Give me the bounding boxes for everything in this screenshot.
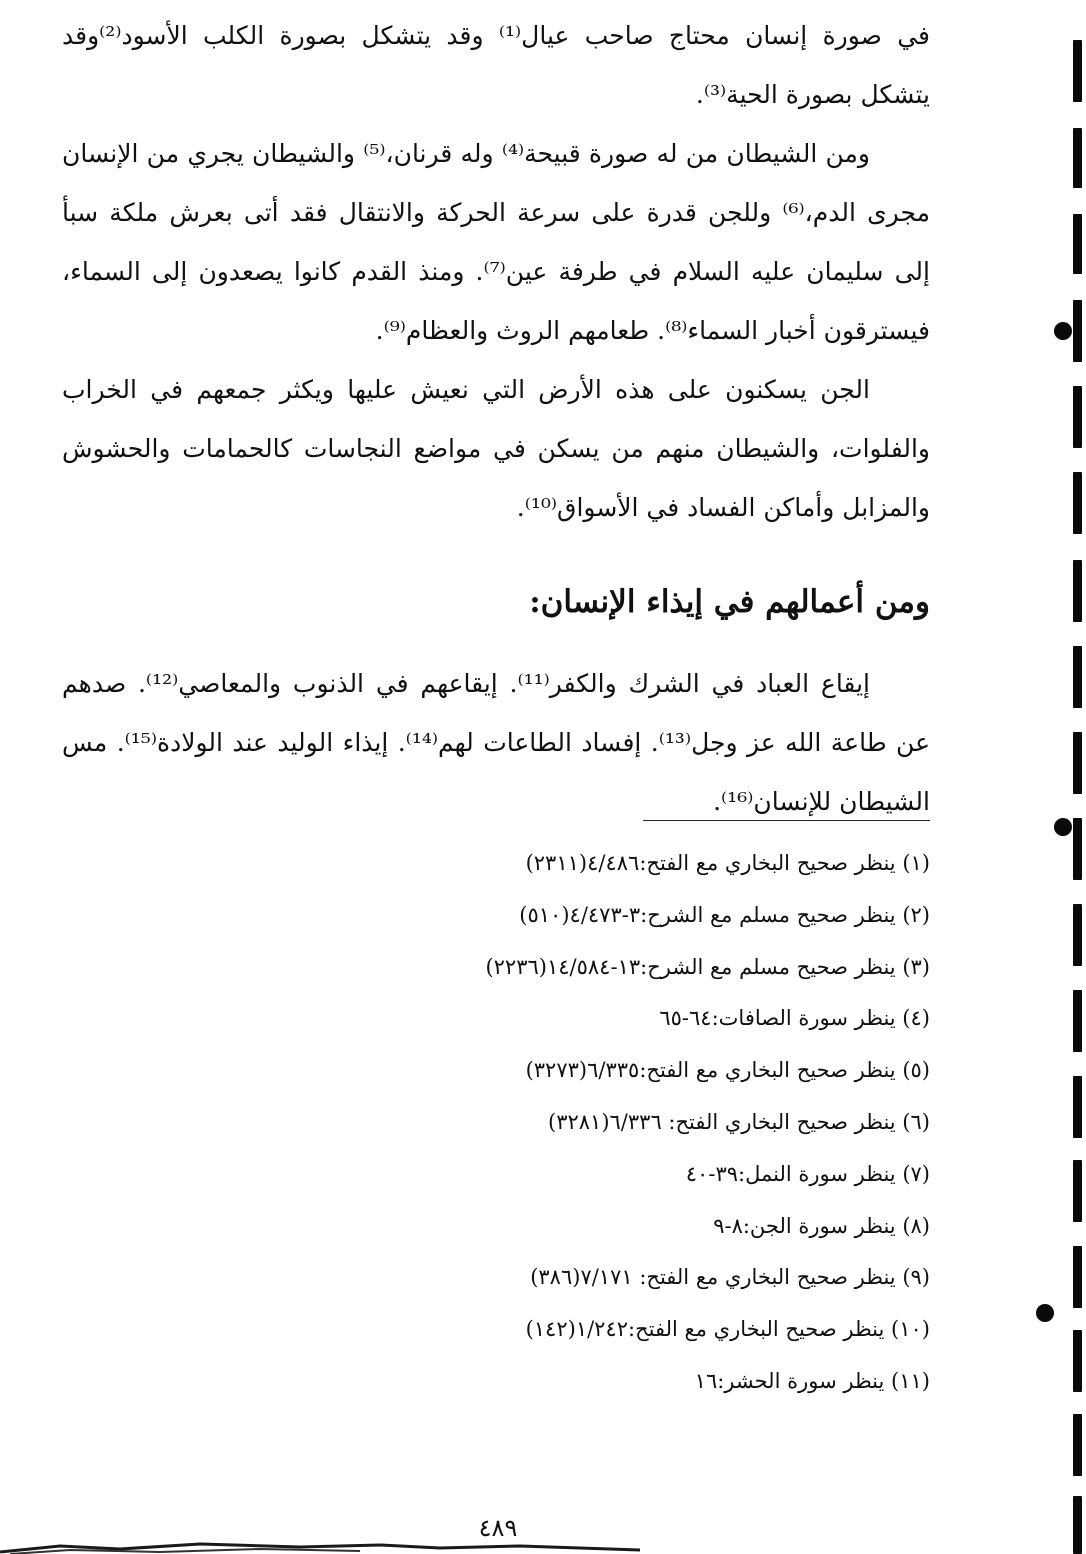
body-text xyxy=(62,6,930,537)
footnotes xyxy=(370,838,930,1408)
footnote-11: (١١) ينظر سورة الحشر:١٦ xyxy=(694,1368,930,1393)
binding-mark xyxy=(1073,386,1082,448)
footnote-9: (٩) ينظر صحيح البخاري مع الفتح: ٧/١٧١(٣٨٦) xyxy=(530,1265,930,1290)
footnote-10: (١٠) ينظر صحيح البخاري مع الفتح:١/٢٤٢(١٤٢) xyxy=(525,1317,930,1342)
binding-mark xyxy=(1073,1246,1082,1308)
footnote-7: (٧) ينظر سورة النمل:٣٩-٤٠ xyxy=(685,1161,930,1186)
paragraph-2: ومن الشيطان من له صورة قبيحة⁽⁴⁾ وله قرنان،⁽⁵⁾ والشيطان يجري من الإنسان مجرى الدم،⁽⁶⁾ وللجن قدرة على سرعة الحركة والانتقال فقد أتى بعرش ملكة سبأ إلى سليمان عليه السلام في طرفة عين⁽⁷⁾. ومنذ القدم كانوا يصعدون إلى السماء، فيسترقون أخبار السماء⁽⁸⁾. طعامهم الروث والعظام⁽⁹⁾. xyxy=(62,139,931,345)
binding-mark xyxy=(1073,1160,1082,1222)
paragraph-4: إيقاع العباد في الشرك والكفر⁽¹¹⁾. إيقاعهم في الذنوب والمعاصي⁽¹²⁾. صدهم عن طاعة الله عز وجل⁽¹³⁾. إفساد الطاعات لهم⁽¹⁴⁾. إيذاء الوليد عند الولادة⁽¹⁵⁾. مس الشيطان للإنسان⁽¹⁶⁾. xyxy=(62,669,930,816)
binding-mark xyxy=(1073,300,1082,362)
footnote-4: (٤) ينظر سورة الصافات:٦٤-٦٥ xyxy=(659,1006,930,1031)
binding-mark xyxy=(1073,1076,1082,1138)
binding-mark xyxy=(1073,990,1082,1052)
punch-hole-mark xyxy=(1054,322,1072,340)
binding-marks xyxy=(1066,0,1086,1554)
footnote-3: (٣) ينظر صحيح مسلم مع الشرح:١٣-١٤/٥٨٤(٢٢٣٦) xyxy=(485,954,930,979)
binding-mark xyxy=(1073,1496,1082,1554)
scan-smudge xyxy=(0,1532,640,1554)
footnote-8: (٨) ينظر سورة الجن:٨-٩ xyxy=(713,1213,930,1238)
binding-mark xyxy=(1073,904,1082,966)
punch-hole-mark xyxy=(1036,1304,1054,1322)
section-heading: ومن أعمالهم في إيذاء الإنسان: xyxy=(529,584,930,620)
footnote-2: (٢) ينظر صحيح مسلم مع الشرح:٣-٤/٤٧٣(٥١٠) xyxy=(519,902,930,927)
binding-mark xyxy=(1073,732,1082,794)
binding-mark xyxy=(1073,560,1082,622)
footnote-1: (١) ينظر صحيح البخاري مع الفتح:٤/٤٨٦(٢٣١١) xyxy=(525,851,930,875)
paragraph-3: الجن يسكنون على هذه الأرض التي نعيش عليها ويكثر جمعهم في الخراب والفلوات، والشيطان منهم من يسكن في مواضع النجاسات كالحمامات والحشوش والمزابل وأماكن الفساد في الأسواق⁽¹⁰⁾. xyxy=(62,375,930,522)
footnote-separator xyxy=(643,820,930,821)
binding-mark xyxy=(1073,818,1082,880)
binding-mark xyxy=(1073,214,1082,274)
binding-mark xyxy=(1073,40,1082,102)
footnote-5: (٥) ينظر صحيح البخاري مع الفتح:٦/٣٣٥(٣٢٧٣) xyxy=(525,1058,930,1083)
punch-hole-mark xyxy=(1054,818,1072,836)
binding-mark xyxy=(1073,128,1082,188)
binding-mark xyxy=(1073,1414,1082,1476)
binding-mark xyxy=(1073,472,1082,534)
binding-mark xyxy=(1073,1330,1082,1392)
section-body xyxy=(62,654,930,831)
page-number: ٤٨٩ xyxy=(478,1514,518,1542)
footnote-6: (٦) ينظر صحيح البخاري الفتح: ٦/٣٣٦(٣٢٨١) xyxy=(548,1109,930,1134)
paragraph-1: في صورة إنسان محتاج صاحب عيال⁽¹⁾ وقد يتشكل بصورة الكلب الأسود⁽²⁾وقد يتشكل بصورة الحية⁽³⁾. xyxy=(62,21,930,109)
binding-mark xyxy=(1073,646,1082,708)
